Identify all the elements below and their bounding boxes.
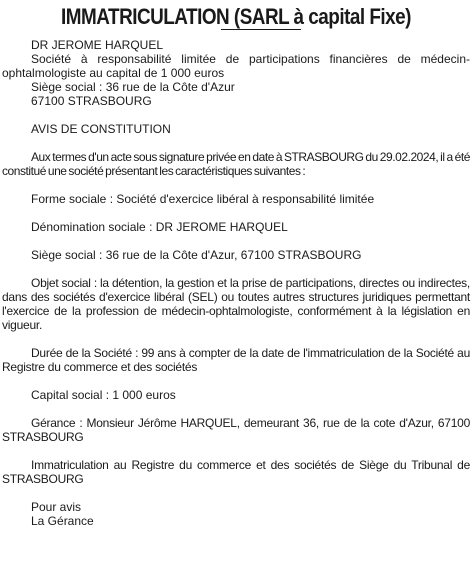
immatriculation-registre: Immatriculation au Registre du commerce et des sociétés de Siège du Tribunal de STRASBOURG <box>2 458 470 486</box>
forme-sociale: Forme sociale : Société d'exercice libéral à responsabilité limitée <box>31 192 375 206</box>
denomination-sociale: Dénomination sociale : DR JEROME HARQUEL <box>31 220 288 234</box>
company-siege: Siège social : 36 rue de la Côte d'Azur <box>31 80 235 94</box>
notice-heading: IMMATRICULATION (SARL à capital Fixe) <box>61 4 411 29</box>
gerance: Gérance : Monsieur Jérôme HARQUEL, demeurant 36, rue de la cote d'Azur, 67100 STRASBOURG <box>2 416 470 444</box>
company-city: 67100 STRASBOURG <box>31 94 152 108</box>
notice-title: AVIS DE CONSTITUTION <box>31 122 171 136</box>
company-description: Société à responsabilité limitée de participations financières de médecin-ophtalmologiste au capital de 1 000 euros <box>2 52 470 80</box>
intro-paragraph: Aux termes d'un acte sous signature privée en date à STRASBOURG du 29.02.2024, il a été constitué une société présentant les caractéristiques suivantes : <box>2 150 470 178</box>
closing-pour-avis: Pour avis <box>31 500 82 514</box>
capital-social: Capital social : 1 000 euros <box>31 388 176 402</box>
objet-social: Objet social : la détention, la gestion et la prise de participations, directes ou indirectes, dans des sociétés d'exercice libéral (SEL) ou toutes autres structures juridiques permettant l'exercice de la profession de médecin-ophtalmologiste, conformément à la législation en vigueur. <box>2 276 470 332</box>
duree-societe: Durée de la Société : 99 ans à compter de la date de l'immatriculation de la Société au Registre du commerce et des sociétés <box>2 346 470 374</box>
closing-gerance: La Gérance <box>31 514 94 528</box>
title-underline <box>221 29 301 30</box>
siege-social: Siège social : 36 rue de la Côte d'Azur, 67100 STRASBOURG <box>31 248 362 262</box>
company-name: DR JEROME HARQUEL <box>31 38 164 52</box>
company-header <box>2 38 470 108</box>
